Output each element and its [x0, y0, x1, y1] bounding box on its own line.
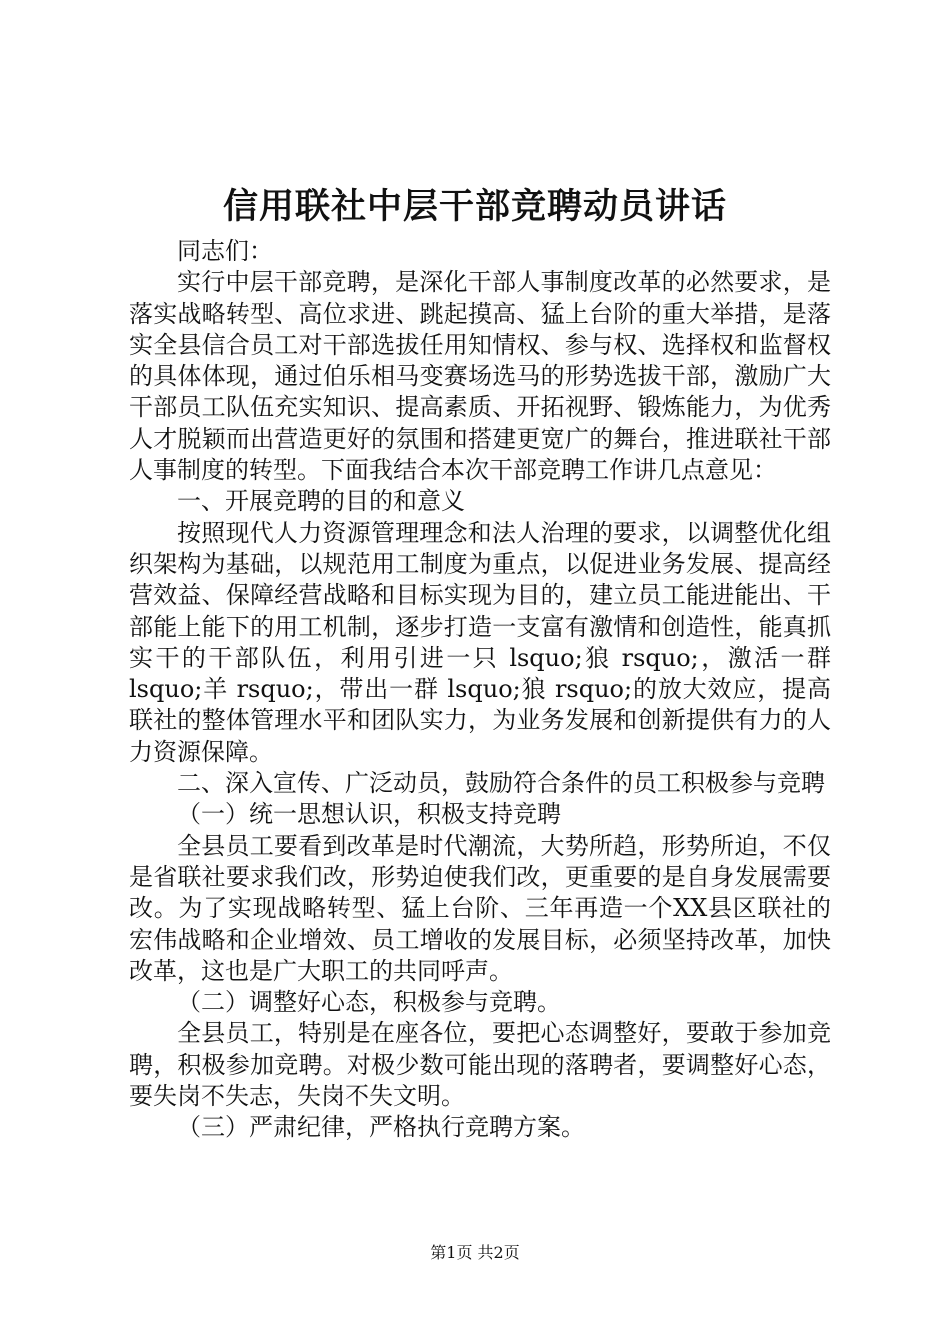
paragraph-mindset: 全县员工，特别是在座各位，要把心态调整好，要敢于参加竞聘，积极参加竞聘。对极少数可能出现的落聘者，要调整好心态，要失岗不失志，失岗不失文明。 — [129, 1019, 831, 1111]
section-heading-1: 一、开展竞聘的目的和意义 — [177, 487, 465, 516]
section-heading-2: 二、深入宣传、广泛动员，鼓励符合条件的员工积极参与竞聘 — [177, 769, 825, 798]
paragraph-purpose: 按照现代人力资源管理理念和法人治理的要求，以调整优化组织架构为基础，以规范用工制度为重点，以促进业务发展、提高经营效益、保障经营战略和目标实现为目的，建立员工能进能出、干部能上能下的用工机制，逐步打造一支富有激情和创造性，能真抓实干的干部队伍，利用引进一只 lsquo;狼 rsquo;，激活一群 lsquo;羊 rsquo;，带出一群 lsquo;狼 rsquo;的放大效应，提高联社的整体管理水平和团队实力，为业务发展和创新提供有力的人力资源保障。 — [129, 518, 831, 766]
subsection-heading-2: （二）调整好心态，积极参与竞聘。 — [177, 988, 561, 1017]
paragraph-unify-thinking: 全县员工要看到改革是时代潮流，大势所趋，形势所迫，不仅是省联社要求我们改，形势迫使我们改，更重要的是自身发展需要改。为了实现战略转型、猛上台阶、三年再造一个XX县区联社的宏伟战略和企业增效、员工增收的发展目标，必须坚持改革，加快改革，这也是广大职工的共同呼声。 — [129, 831, 831, 985]
page-number-footer: 第1页 共2页 — [430, 1243, 520, 1262]
paragraph-intro: 实行中层干部竞聘，是深化干部人事制度改革的必然要求，是落实战略转型、高位求进、跳起摸高、猛上台阶的重大举措，是落实全县信合员工对干部选拔任用知情权、参与权、选择权和监督权的具体体现，通过伯乐相马变赛场选马的形势选拔干部，激励广大干部员工队伍充实知识、提高素质、开拓视野、锻炼能力，为优秀人才脱颖而出营造更好的氛围和搭建更宽广的舞台，推进联社干部人事制度的转型。下面我结合本次干部竞聘工作讲几点意见： — [129, 268, 831, 485]
subsection-heading-1: （一）统一思想认识，积极支持竞聘 — [177, 800, 561, 829]
subsection-heading-3: （三）严肃纪律，严格执行竞聘方案。 — [177, 1113, 585, 1142]
document-title: 信用联社中层干部竞聘动员讲话 — [222, 186, 727, 227]
document-body — [129, 236, 831, 1144]
salutation: 同志们： — [177, 237, 273, 265]
